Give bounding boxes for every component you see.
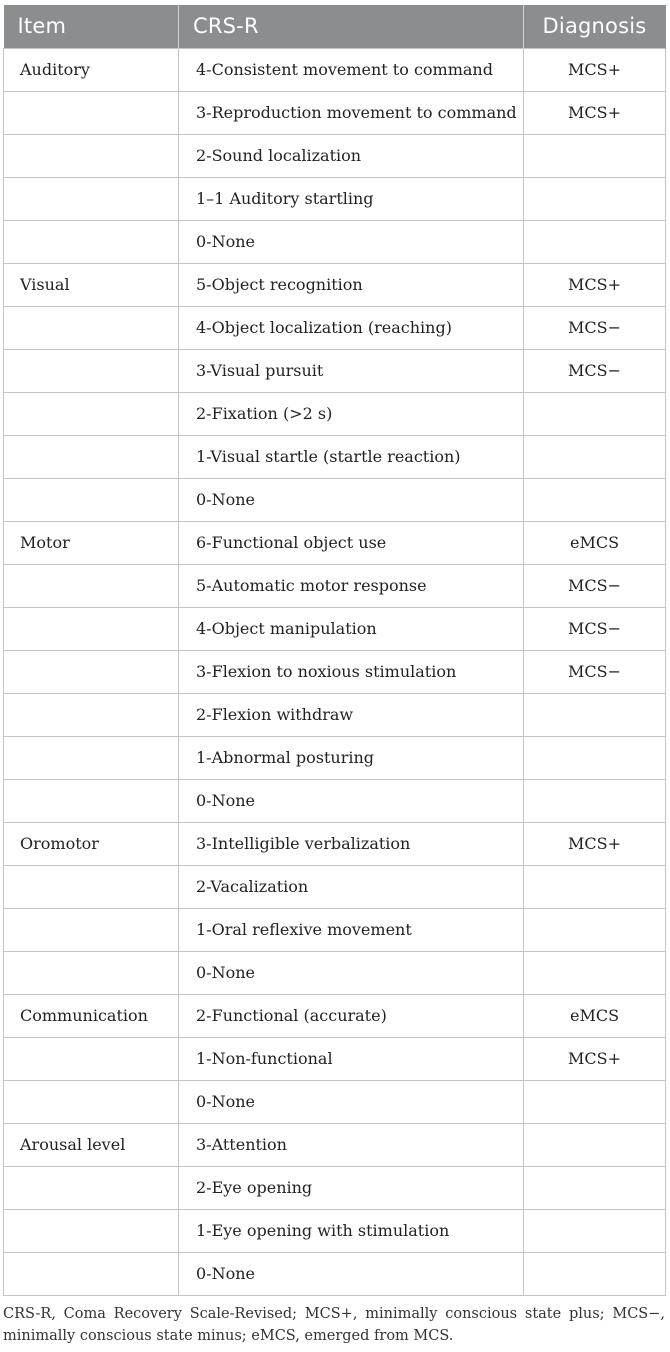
crs-r-score-cell: 2-Eye opening bbox=[179, 1166, 524, 1209]
item-cell bbox=[4, 650, 179, 693]
table-row bbox=[4, 177, 666, 220]
table-row bbox=[4, 908, 666, 951]
header-diagnosis: Diagnosis bbox=[524, 5, 666, 48]
crs-r-score-cell: 0-None bbox=[179, 1252, 524, 1295]
item-cell bbox=[4, 779, 179, 822]
crs-r-score-cell: 0-None bbox=[179, 478, 524, 521]
table-row bbox=[4, 822, 666, 865]
diagnosis-cell: eMCS bbox=[524, 994, 666, 1037]
diagnosis-cell bbox=[524, 779, 666, 822]
crs-r-score-cell: 3-Visual pursuit bbox=[179, 349, 524, 392]
item-cell bbox=[4, 908, 179, 951]
crs-r-score-cell: 2-Vacalization bbox=[179, 865, 524, 908]
diagnosis-cell bbox=[524, 1166, 666, 1209]
table-footnote: CRS-R, Coma Recovery Scale-Revised; MCS+, minimally conscious state plus; MCS−, minimally conscious state minus; eMCS, emerged from MCS. bbox=[3, 1306, 665, 1344]
table-row bbox=[4, 91, 666, 134]
item-cell: Communication bbox=[4, 994, 179, 1037]
item-cell bbox=[4, 1166, 179, 1209]
item-cell bbox=[4, 693, 179, 736]
crs-r-score-cell: 1-Eye opening with stimulation bbox=[179, 1209, 524, 1252]
diagnosis-cell: eMCS bbox=[524, 521, 666, 564]
table-row bbox=[4, 134, 666, 177]
table-row bbox=[4, 994, 666, 1037]
diagnosis-cell: MCS− bbox=[524, 349, 666, 392]
diagnosis-cell bbox=[524, 1123, 666, 1166]
table-header bbox=[4, 5, 666, 48]
diagnosis-cell bbox=[524, 865, 666, 908]
crs-r-score-cell: 0-None bbox=[179, 779, 524, 822]
item-cell: Visual bbox=[4, 263, 179, 306]
item-cell bbox=[4, 435, 179, 478]
table-row bbox=[4, 607, 666, 650]
header-crs-r: CRS-R bbox=[179, 5, 524, 48]
item-cell bbox=[4, 865, 179, 908]
table-row bbox=[4, 1080, 666, 1123]
table-row bbox=[4, 1037, 666, 1080]
item-cell: Arousal level bbox=[4, 1123, 179, 1166]
crs-r-score-cell: 1-Non-functional bbox=[179, 1037, 524, 1080]
table-row bbox=[4, 349, 666, 392]
crs-r-score-cell: 5-Object recognition bbox=[179, 263, 524, 306]
crs-r-score-cell: 3-Flexion to noxious stimulation bbox=[179, 650, 524, 693]
diagnosis-cell: MCS+ bbox=[524, 48, 666, 91]
item-cell bbox=[4, 1037, 179, 1080]
crs-r-score-cell: 0-None bbox=[179, 951, 524, 994]
table-row bbox=[4, 521, 666, 564]
table-row bbox=[4, 779, 666, 822]
crs-r-score-cell: 1-Oral reflexive movement bbox=[179, 908, 524, 951]
diagnosis-cell: MCS− bbox=[524, 607, 666, 650]
item-cell bbox=[4, 607, 179, 650]
table-row bbox=[4, 736, 666, 779]
diagnosis-cell bbox=[524, 951, 666, 994]
crs-r-score-cell: 1-Abnormal posturing bbox=[179, 736, 524, 779]
crs-r-score-cell: 3-Intelligible verbalization bbox=[179, 822, 524, 865]
item-cell bbox=[4, 1252, 179, 1295]
diagnosis-cell: MCS+ bbox=[524, 1037, 666, 1080]
item-cell: Oromotor bbox=[4, 822, 179, 865]
diagnosis-cell: MCS− bbox=[524, 564, 666, 607]
crs-r-score-cell: 4-Object localization (reaching) bbox=[179, 306, 524, 349]
diagnosis-cell bbox=[524, 220, 666, 263]
item-cell bbox=[4, 1080, 179, 1123]
item-cell bbox=[4, 478, 179, 521]
diagnosis-cell bbox=[524, 392, 666, 435]
item-cell bbox=[4, 91, 179, 134]
item-cell bbox=[4, 220, 179, 263]
item-cell bbox=[4, 1209, 179, 1252]
diagnosis-cell bbox=[524, 177, 666, 220]
diagnosis-cell bbox=[524, 736, 666, 779]
diagnosis-cell bbox=[524, 435, 666, 478]
crs-r-table bbox=[3, 5, 666, 1296]
diagnosis-cell: MCS− bbox=[524, 306, 666, 349]
crs-r-table-container bbox=[3, 5, 665, 1296]
crs-r-score-cell: 1-Visual startle (startle reaction) bbox=[179, 435, 524, 478]
table-row bbox=[4, 392, 666, 435]
crs-r-score-cell: 3-Attention bbox=[179, 1123, 524, 1166]
table-row bbox=[4, 951, 666, 994]
table-row bbox=[4, 1166, 666, 1209]
table-row bbox=[4, 1209, 666, 1252]
table-row bbox=[4, 220, 666, 263]
table-row bbox=[4, 435, 666, 478]
crs-r-score-cell: 2-Functional (accurate) bbox=[179, 994, 524, 1037]
crs-r-score-cell: 2-Flexion withdraw bbox=[179, 693, 524, 736]
header-item: Item bbox=[4, 5, 179, 48]
table-row bbox=[4, 478, 666, 521]
diagnosis-cell: MCS+ bbox=[524, 91, 666, 134]
table-row bbox=[4, 48, 666, 91]
item-cell bbox=[4, 134, 179, 177]
item-cell bbox=[4, 736, 179, 779]
item-cell bbox=[4, 177, 179, 220]
table-row bbox=[4, 693, 666, 736]
item-cell: Motor bbox=[4, 521, 179, 564]
crs-r-score-cell: 3-Reproduction movement to command bbox=[179, 91, 524, 134]
diagnosis-cell bbox=[524, 478, 666, 521]
crs-r-score-cell: 1–1 Auditory startling bbox=[179, 177, 524, 220]
diagnosis-cell: MCS− bbox=[524, 650, 666, 693]
table-row bbox=[4, 306, 666, 349]
item-cell bbox=[4, 392, 179, 435]
diagnosis-cell bbox=[524, 134, 666, 177]
table-row bbox=[4, 263, 666, 306]
diagnosis-cell bbox=[524, 693, 666, 736]
crs-r-score-cell: 0-None bbox=[179, 220, 524, 263]
crs-r-score-cell: 4-Object manipulation bbox=[179, 607, 524, 650]
table-row bbox=[4, 1123, 666, 1166]
item-cell bbox=[4, 306, 179, 349]
diagnosis-cell bbox=[524, 1252, 666, 1295]
table-row bbox=[4, 865, 666, 908]
crs-r-score-cell: 4-Consistent movement to command bbox=[179, 48, 524, 91]
crs-r-score-cell: 2-Sound localization bbox=[179, 134, 524, 177]
diagnosis-cell bbox=[524, 1080, 666, 1123]
table-body bbox=[4, 48, 666, 1295]
diagnosis-cell: MCS+ bbox=[524, 263, 666, 306]
table-row bbox=[4, 650, 666, 693]
item-cell: Auditory bbox=[4, 48, 179, 91]
crs-r-score-cell: 6-Functional object use bbox=[179, 521, 524, 564]
item-cell bbox=[4, 349, 179, 392]
header-row bbox=[4, 5, 666, 48]
item-cell bbox=[4, 564, 179, 607]
diagnosis-cell bbox=[524, 1209, 666, 1252]
crs-r-score-cell: 0-None bbox=[179, 1080, 524, 1123]
crs-r-score-cell: 2-Fixation (>2 s) bbox=[179, 392, 524, 435]
table-row bbox=[4, 564, 666, 607]
crs-r-score-cell: 5-Automatic motor response bbox=[179, 564, 524, 607]
table-row bbox=[4, 1252, 666, 1295]
diagnosis-cell bbox=[524, 908, 666, 951]
diagnosis-cell: MCS+ bbox=[524, 822, 666, 865]
item-cell bbox=[4, 951, 179, 994]
